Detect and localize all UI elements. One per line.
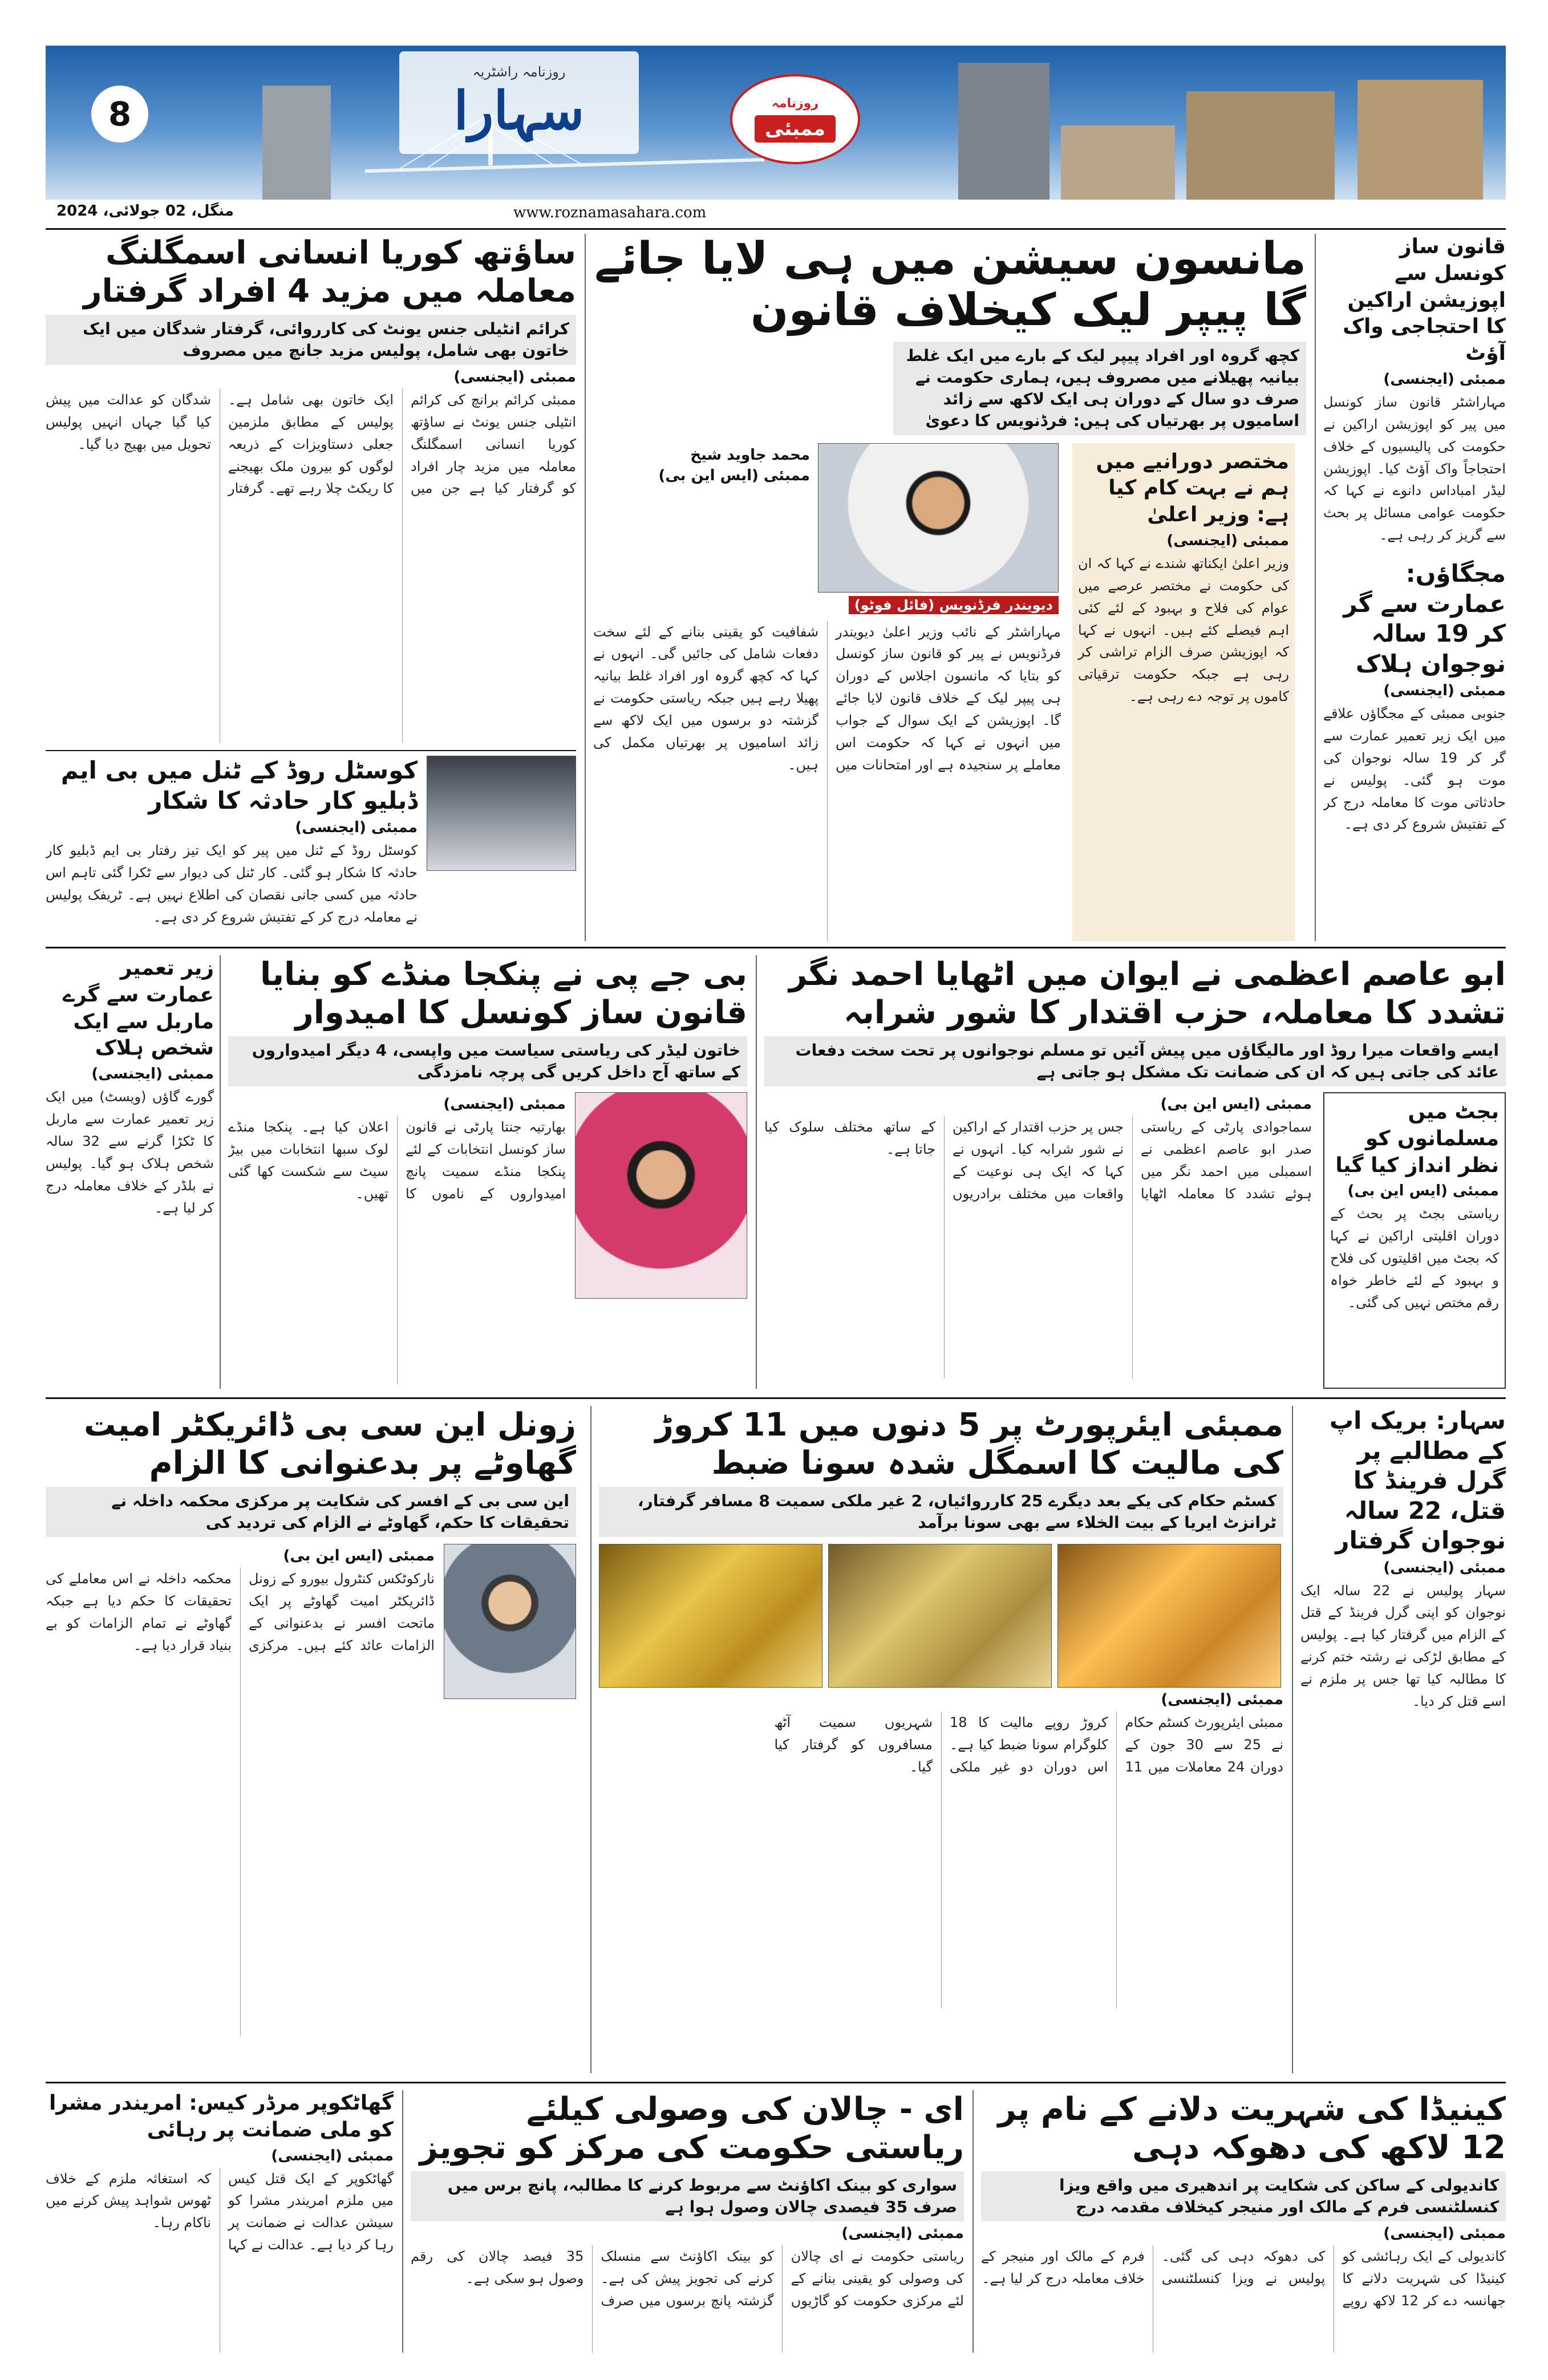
divider (46, 228, 1506, 230)
canada-story (981, 2090, 1506, 2353)
skyline-building (1061, 125, 1175, 200)
car-photo (427, 756, 576, 871)
korea-dateline: ممبئی (ایجنسی) (453, 368, 576, 386)
challan-subhead: سواری کو بینک اکاؤنٹ سے مربوط کرنے کا مطالبہ، پانچ برس میں صرف 35 فیصدی چالان وصول ہوا ہے (411, 2171, 964, 2221)
website-url[interactable]: www.roznamasahara.com (513, 204, 707, 221)
gold-capsules-photo (828, 1544, 1052, 1688)
page-number: 8 (91, 86, 148, 143)
pankaja-munde-photo (575, 1092, 747, 1299)
lead-story (593, 234, 1306, 941)
coastal-headline: کوسٹل روڈ کے ٹنل میں بی ایم ڈبلیو کار حادثہ کا شکار (60, 756, 418, 814)
cm-headline: مختصر دورانیے میں ہم نے بہت کام کیا ہے: وزیر اعلیٰ (1096, 449, 1289, 527)
korea-story (46, 234, 576, 747)
mazgaon-body: جنوبی ممبئی کے مجگاؤں علاقے میں ایک زیر تعمیر عمارت سے گر کر 19 سالہ نوجوان کی موت ہو گئی۔ پولیس نے حادثاتی موت کا معاملہ درج کر کے تفتیش شروع کر دی ہے۔ (1323, 706, 1506, 833)
canada-dateline: ممبئی (ایجنسی) (1383, 2224, 1506, 2242)
ghatkopar-dateline: ممبئی (ایجنسی) (271, 2147, 394, 2164)
gold-story (599, 1406, 1283, 2073)
skyline-building (1186, 91, 1335, 200)
canada-headline: کینیڈا کی شہریت دلانے کے نام پر 12 لاکھ کی دھوکہ دہی (998, 2091, 1506, 2167)
skyline-building (1357, 80, 1483, 200)
council-body: مہاراشٹر قانون ساز کونسل میں پیر کو اپوزیشن اراکین نے حکومت کی پالیسیوں کے خلاف احتجاجاً واک آؤٹ کیا۔ اپوزیشن لیڈر امباداس دانوے نے کہا کہ حکومت عوامی مسائل پر بحث سے گریز کر رہی ہے۔ (1323, 394, 1506, 544)
bjp-body: بھارتیہ جنتا پارٹی نے قانون ساز کونسل انتخابات کے لئے پنکجا منڈے سمیت پانچ امیدواروں کے ناموں کا اعلان کیا ہے۔ پنکجا منڈے لوک سبھا انتخابات میں بیڑ سیٹ سے شکست کھا گئی تھیں۔ (228, 1118, 566, 1202)
bjp-subhead: خاتون لیڈر کی ریاستی سیاست میں واپسی، 4 دیگر امیدواروں کے ساتھ آج داخل کریں گی پرچہ نامزدگی (228, 1036, 747, 1086)
column-divider (220, 955, 221, 1389)
lead-headline: مانسون سیشن میں ہی لایا جائے گا پیپر لیک کیخلاف قانون (594, 234, 1306, 336)
gold-bars-photo (1057, 1544, 1281, 1688)
bjp-headline: بی جے پی نے پنکجا منڈے کو بنایا قانون ساز کونسل کا امیدوار (260, 956, 747, 1032)
budget-box-dateline: ممبئی (ایس این بی) (1347, 1182, 1499, 1200)
director-story (46, 1406, 576, 2073)
challan-story (411, 2090, 964, 2353)
marble-dateline: ممبئی (ایجنسی) (91, 1065, 214, 1083)
sahar-dateline: ممبئی (ایجنسی) (1383, 1559, 1506, 1576)
challan-dateline: ممبئی (ایجنسی) (841, 2224, 964, 2242)
paper-logo (399, 51, 639, 154)
budget-box-body: ریاستی بجٹ پر بحث کے دوران اقلیتی اراکین نے کہا کہ بجٹ میں اقلیتوں کی فلاح و بہبود کے لئے خاطر خواہ رقم مختص نہیں کی گئی۔ (1330, 1206, 1499, 1311)
gold-photo (599, 1544, 822, 1688)
coastal-story (46, 756, 576, 938)
edition-badge (730, 74, 860, 164)
sahar-body: سہار پولیس نے 22 سالہ ایک نوجوان کو اپنی گرل فرینڈ کے قتل کے الزام میں گرفتار کیا ہے۔ پولیس کے مطابق لڑکی نے رشتہ ختم کرنے کا مطالبہ کیا تھا جس پر ملزم نے اسے قتل کر دیا۔ (1300, 1582, 1506, 1709)
column-divider (590, 1406, 591, 2073)
gold-headline: ممبئی ایئرپورٹ پر 5 دنوں میں 11 کروڑ کی مالیت کا اسمگل شدہ سونا ضبط (655, 1406, 1283, 1482)
column-divider (1292, 1406, 1293, 2073)
column-divider (585, 234, 586, 941)
divider (46, 947, 1506, 948)
gold-dateline: ممبئی (ایجنسی) (1161, 1690, 1283, 1708)
budget-box (1323, 1092, 1506, 1389)
lead-dateline: ممبئی (ایس این بی) (658, 467, 810, 484)
edition-label: روزنامہ (771, 96, 819, 111)
cm-body: وزیر اعلیٰ ایکناتھ شندے نے کہا کہ ان کی حکومت نے مختصر عرصے میں عوام کی فلاح و بہبود کے لئے کئی اہم فیصلے کئے ہیں۔ انہوں نے کہا کہ اپوزیشن صرف الزام تراشی کر رہی ہے جبکہ حکومت ترقیاتی کاموں پر توجہ دے رہی ہے۔ (1078, 555, 1289, 705)
cm-dateline: ممبئی (ایجنسی) (1166, 532, 1289, 549)
abu-azmi-body: سماجوادی پارٹی کے ریاستی صدر ابو عاصم اعظمی نے اسمبلی میں احمد نگر میں ہوئے تشدد کا معاملہ اٹھایا جس پر حزب اقتدار کے اراکین نے شور شرابہ کیا۔ انہوں نے کہا کہ ایک ہی نوعیت کے واقعات میں مختلف برادریوں کے ساتھ مختلف سلوک کیا جاتا ہے۔ (764, 1118, 1312, 1202)
marble-body: گورے گاؤں (ویسٹ) میں ایک زیر تعمیر عمارت سے ماربل کا ٹکڑا گرنے سے 32 سالہ شخص ہلاک ہو گیا۔ پولیس نے بلڈر کے خلاف معاملہ درج کر لیا ہے۔ (46, 1089, 214, 1216)
mazgaon-story (1323, 559, 1506, 913)
challan-headline: ای - چالان کی وصولی کیلئے ریاستی حکومت کی مرکز کو تجویز (419, 2091, 964, 2167)
coastal-body: کوسٹل روڈ کے ٹنل میں پیر کو ایک تیز رفتار بی ایم ڈبلیو کار حادثہ کا شکار ہو گئی۔ کار ٹنل کی دیوار سے ٹکرا گئی تاہم اس حادثہ میں کسی جانی نقصان کی اطلاع نہیں ہے۔ ٹریفک پولیس نے معاملہ درج کر کے تفتیش شروع کر دی ہے۔ (46, 842, 418, 925)
director-dateline: ممبئی (ایس این بی) (283, 1547, 435, 1564)
coastal-dateline: ممبئی (ایجنسی) (295, 819, 418, 836)
mazgaon-dateline: ممبئی (ایجنسی) (1383, 682, 1506, 699)
canada-body: کاندیولی کے ایک رہائشی کو کینیڈا کی شہریت دلانے کا جھانسہ دے کر 12 لاکھ روپے کی دھوکہ دہی کی گئی۔ پولیس نے ویزا کنسلٹنسی فرم کے مالک اور منیجر کے خلاف معاملہ درج کر لیا ہے۔ (981, 2248, 1506, 2309)
fadnavis-photo (818, 443, 1059, 593)
ghatkopar-headline: گھاٹکوپر مرڈر کیس: امریندر مشرا کو ملی ضمانت پر رہائی (48, 2091, 394, 2142)
challan-body: ریاستی حکومت نے ای چالان کی وصولی کو یقینی بنانے کے لئے مرکزی حکومت کو گاڑیوں کو بینک اکاؤنٹ سے منسلک کرنے کی تجویز پیش کی ہے۔ گزشتہ پانچ برسوں میں صرف 35 فیصد چالان کی رقم وصول ہو سکی ہے۔ (411, 2248, 964, 2309)
sahar-story (1300, 1406, 1506, 2073)
column-divider (756, 955, 757, 1389)
gold-subhead: کسٹم حکام کی یکے بعد دیگرے 25 کارروائیاں، 2 غیر ملکی سمیت 8 مسافر گرفتار، ٹرانزٹ ایریا کے بیت الخلاء سے بھی سونا برآمد (599, 1487, 1283, 1537)
director-headline: زونل این سی بی ڈائریکٹر امیت گھاوٹے پر بدعنوانی کا الزام (84, 1406, 576, 1482)
divider (46, 2082, 1506, 2083)
sahar-headline: سہار: بریک اپ کے مطالبے پر گرل فرینڈ کا قتل، 22 سالہ نوجوان گرفتار (1329, 1406, 1506, 1554)
paper-subtitle: روزنامہ راشٹریہ (472, 64, 566, 80)
abu-azmi-story (764, 955, 1506, 1389)
lead-subhead: کچھ گروہ اور افراد پیپر لیک کے بارے میں ایک غلط بیانیہ پھیلانے میں مصروف ہیں، ہماری حکومت نے صرف دو سال کے دوران ہی ایک لاکھ سے زائد اسامیوں پر بھرتیاں کی ہیں: فرڈنویس کا دعویٰ (893, 342, 1306, 435)
bjp-dateline: ممبئی (ایجنسی) (443, 1095, 566, 1113)
divider (46, 1397, 1506, 1399)
ghatkopar-body: گھاٹکوپر کے ایک قتل کیس میں ملزم امریندر مشرا کو سیشن عدالت نے ضمانت پر رہا کر دیا ہے۔ عدالت نے کہا کہ استغاثہ ملزم کے خلاف ٹھوس شواہد پیش کرنے میں ناکام رہا۔ (46, 2170, 394, 2253)
cm-sidebar (1072, 443, 1295, 941)
paper-name: سہارا (453, 80, 585, 141)
abu-azmi-headline: ابو عاصم اعظمی نے ایوان میں اٹھایا احمد نگر تشدد کا معاملہ، حزب اقتدار کا شور شرابہ (788, 956, 1506, 1032)
skyline-building (958, 63, 1049, 200)
marble-headline: زیر تعمیر عمارت سے گرے ماربل سے ایک شخص ہلاک (62, 956, 214, 1060)
abu-azmi-subhead: ایسے واقعات میرا روڈ اور مالیگاؤں میں پیش آئیں تو مسلم نوجوانوں پر تحت سخت دفعات عائد کی جاتی ہیں کہ ان کی ضمانت تک مشکل ہو جاتی ہے (764, 1036, 1506, 1086)
photo-caption: دیویندر فرڈنویس (فائل فوٹو) (849, 596, 1059, 614)
lead-body: مہاراشٹر کے نائب وزیر اعلیٰ دیویندر فرڈنویس نے پیر کو قانون ساز کونسل کو بتایا کہ مانسون اجلاس کے دوران ہی پیپر لیک کے خلاف قانون لایا جائے گا۔ اپوزیشن کے ایک سوال کے جواب میں انہوں نے کہا کہ حکومت اس معاملے پر سنجیدہ ہے اور امتحانات میں شفافیت کو یقینی بنانے کے لئے سخت دفعات شامل کی جائیں گی۔ انہوں نے کہا کہ کچھ گروہ اور افراد غلط بیانیہ پھیلا رہے ہیں جبکہ ریاستی حکومت نے گزشتہ دو برسوں میں ایک لاکھ سے زائد اسامیوں پر بھرتیاں مکمل کی ہیں۔ (593, 623, 1061, 773)
gold-body: ممبئی ایئرپورٹ کسٹم حکام نے 25 سے 30 جون کے دوران 24 معاملات میں 11 کروڑ روپے مالیت کا 18 کلوگرام سونا ضبط کیا ہے۔ اس دوران دو غیر ملکی شہریوں سمیت آٹھ مسافروں کو گرفتار کیا گیا۔ (774, 1714, 1283, 1775)
korea-headline: ساؤتھ کوریا انسانی اسمگلنگ معاملہ میں مزید 4 افراد گرفتار (83, 234, 576, 310)
council-headline: قانون ساز کونسل سے اپوزیشن اراکین کا احتجاجی واک آؤٹ (1343, 235, 1506, 366)
marble-story (46, 955, 214, 1389)
lead-byline: محمد جاوید شیخ (690, 446, 810, 464)
mazgaon-headline: مجگاؤں: عمارت سے گر کر 19 سالہ نوجوان ہلاک (1343, 559, 1506, 678)
amit-ghawate-photo (444, 1544, 576, 1699)
council-dateline: ممبئی (ایجنسی) (1383, 370, 1506, 388)
korea-subhead: کرائم انٹیلی جنس یونٹ کی کارروائی، گرفتار شدگان میں ایک خاتون بھی شامل، پولیس مزید جانچ میں مصروف (46, 315, 576, 365)
director-body: نارکوٹکس کنٹرول بیورو کے زونل ڈائریکٹر امیت گھاوٹے پر ایک ماتحت افسر نے بدعنوانی کے الزامات عائد کئے ہیں۔ مرکزی محکمہ داخلہ نے اس معاملے کی تحقیقات کا حکم دیا ہے جبکہ گھاوٹے نے تمام الزامات کو بے بنیاد قرار دیا ہے۔ (46, 1570, 435, 1653)
issue-date: منگل، 02 جولائی، 2024 (56, 202, 234, 220)
korea-body: ممبئی کرائم برانچ کی کرائم انٹیلی جنس یونٹ نے ساؤتھ کوریا انسانی اسمگلنگ معاملہ میں مزید چار افراد کو گرفتار کیا ہے جن میں ایک خاتون بھی شامل ہے۔ پولیس کے مطابق ملزمین جعلی دستاویزات کے ذریعہ لوگوں کو بیرون ملک بھیجنے کا ریکٹ چلا رہے تھے۔ گرفتار شدگان کو عدالت میں پیش کیا گیا جہاں انہیں پولیس تحویل میں بھیج دیا گیا۔ (46, 391, 576, 497)
budget-box-title: بجٹ میں مسلمانوں کو نظر انداز کیا گیا (1335, 1100, 1499, 1177)
column-divider (1315, 234, 1316, 941)
council-story (1323, 234, 1506, 553)
canada-subhead: کاندیولی کے ساکن کی شکایت پر اندھیری میں واقع ویزا کنسلٹنسی فرم کے مالک اور منیجر کیخلاف مقدمہ درج (981, 2171, 1506, 2221)
abu-azmi-dateline: ممبئی (ایس این بی) (1160, 1095, 1312, 1113)
column-divider (402, 2090, 403, 2353)
divider (46, 750, 576, 751)
director-subhead: این سی بی کے افسر کی شکایت پر مرکزی محکمہ داخلہ نے تحقیقات کا حکم، گھاوٹے نے الزام کی تردید کی (46, 1487, 576, 1537)
skyline-building (262, 86, 331, 200)
column-divider (972, 2090, 974, 2353)
edition-city: ممبئی (755, 115, 836, 143)
ghatkopar-story (46, 2090, 394, 2353)
bjp-story (228, 955, 747, 1389)
